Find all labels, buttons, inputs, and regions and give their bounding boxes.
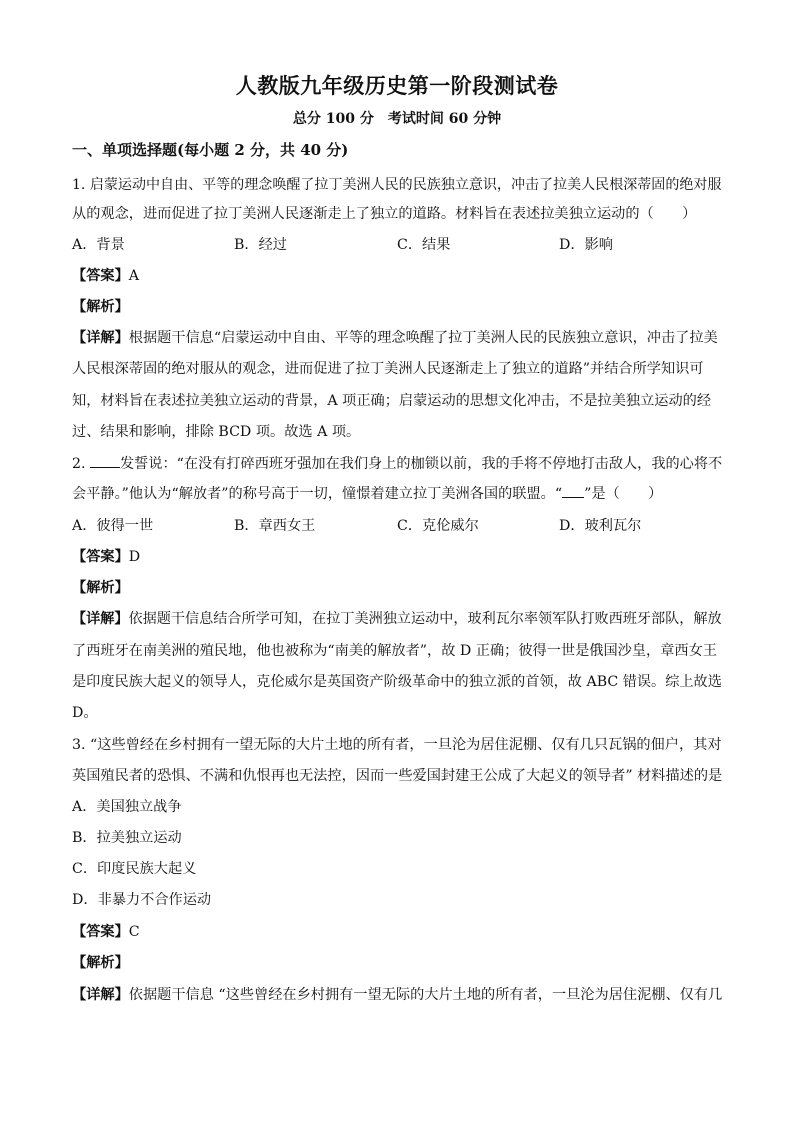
q2-stem-line-1 (72, 453, 722, 473)
q2-option-d: D．玻利瓦尔 (559, 518, 642, 534)
q3-detail-line-1 (72, 984, 722, 1004)
q2-detail-line-3: 是印度民族大起义的领导人，克伦威尔是英国资产阶级革命中的独立派的首领，故 ABC 错误。综上故选 (72, 674, 722, 690)
q1-detail-line-3: 知，材料旨在表述拉美独立运动的背景，A 项正确；启蒙运动的思想文化冲击，不是拉美独立运动的经 (72, 393, 712, 409)
q2-analysis-label: 【解析】 (72, 580, 129, 596)
q2-answer (72, 546, 140, 566)
q2-answer-value: D (128, 549, 141, 565)
q2-option-b: B．章西女王 (234, 518, 316, 534)
page-title: 人教版九年级历史第一阶段测试卷 (235, 73, 559, 98)
q2-detail-line-1 (72, 608, 722, 628)
q1-analysis-label: 【解析】 (72, 299, 129, 315)
q1-detail-line-2: 人民根深蒂固的绝对服从的观念，进而促进了拉丁美洲人民逐渐走上了独立的道路”并结合所学知识可 (72, 361, 704, 377)
q1-detail-line-4: 过、结果和影响，排除 BCD 项。故选 A 项。 (72, 424, 361, 440)
q1-option-c: C．结果 (397, 237, 451, 253)
q3-stem-line-1: 3. “这些曾经在乡村拥有一望无际的大片土地的所有者，一旦沦为居住泥棚、仅有几只瓦锅的佃户，其对 (72, 737, 722, 753)
q2-option-c: C．克伦威尔 (397, 518, 479, 534)
q2-blank (90, 454, 120, 468)
q2-detail-line-4: D。 (72, 705, 98, 721)
q3-analysis-label: 【解析】 (72, 955, 129, 971)
q1-stem-line-1: 1. 启蒙运动中自由、平等的理念唤醒了拉丁美洲人民的民族独立意识，冲击了拉美人民根深蒂固的绝对服 (72, 177, 722, 193)
q2-number: 2. (72, 456, 91, 472)
q3-answer-value: C (128, 924, 140, 940)
q2-stem-text-2a: 会平静。”他认为“解放者”的称号高于一切，憧憬着建立拉丁美洲各国的联盟。“ (72, 486, 563, 502)
q3-option-d: D．非暴力不合作运动 (72, 892, 212, 908)
answer-label: 【答案】 (72, 268, 129, 284)
q3-detail-text-1: 依据题干信息 “这些曾经在乡村拥有一望无际的大片土地的所有者，一旦沦为居住泥棚、仅有几 (128, 987, 723, 1003)
answer-label: 【答案】 (72, 924, 129, 940)
q2-stem-line-2 (72, 483, 662, 503)
q2-option-a: A．彼得一世 (72, 518, 154, 534)
q3-option-a: A．美国独立战争 (72, 799, 182, 815)
detail-label: 【详解】 (72, 987, 129, 1003)
q1-stem-line-2: 从的观念，进而促进了拉丁美洲人民逐渐走上了独立的道路。材料旨在表述拉美独立运动的（ ） (72, 206, 697, 222)
page-subtitle: 总分 100 分 考试时间 60 分钟 (292, 111, 502, 127)
section-heading: 一、单项选择题(每小题 2 分，共 40 分) (72, 141, 349, 159)
q1-answer (72, 265, 139, 285)
q3-option-b: B．拉美独立运动 (72, 830, 182, 846)
q2-detail-line-2: 了西班牙在南美洲的殖民地，他也被称为“南美的解放者”，故 D 正确；彼得一世是俄国沙皇，章西女王 (72, 643, 717, 659)
q1-detail-text-1: 根据题干信息“启蒙运动中自由、平等的理念唤醒了拉丁美洲人民的民族独立意识，冲击了拉美 (128, 330, 718, 346)
q3-answer (72, 921, 140, 941)
q2-stem-text-1: 发誓说：“在没有打碎西班牙强加在我们身上的枷锁以前，我的手将不停地打击敌人，我的心将不 (119, 456, 723, 472)
answer-label: 【答案】 (72, 549, 129, 565)
q3-stem-line-2: 英国殖民者的恐惧、不满和仇恨再也无法控，因而一些爱国封建王公成了大起义的领导者” 材料描述的是 (72, 768, 723, 784)
q1-option-d: D．影响 (559, 237, 613, 253)
q3-option-c: C．印度民族大起义 (72, 861, 197, 877)
q1-detail-line-1 (72, 327, 718, 347)
q1-option-a: A．背景 (72, 237, 125, 253)
q2-detail-text-1: 依据题干信息结合所学可知，在拉丁美洲独立运动中，玻利瓦尔率领军队打败西班牙部队，解放 (128, 611, 722, 627)
q2-stem-text-2b: ”是（ ） (584, 486, 663, 502)
q1-option-b: B．经过 (234, 237, 287, 253)
q2-blank-2 (562, 484, 584, 498)
detail-label: 【详解】 (72, 330, 129, 346)
detail-label: 【详解】 (72, 611, 129, 627)
q1-answer-value: A (128, 268, 140, 284)
